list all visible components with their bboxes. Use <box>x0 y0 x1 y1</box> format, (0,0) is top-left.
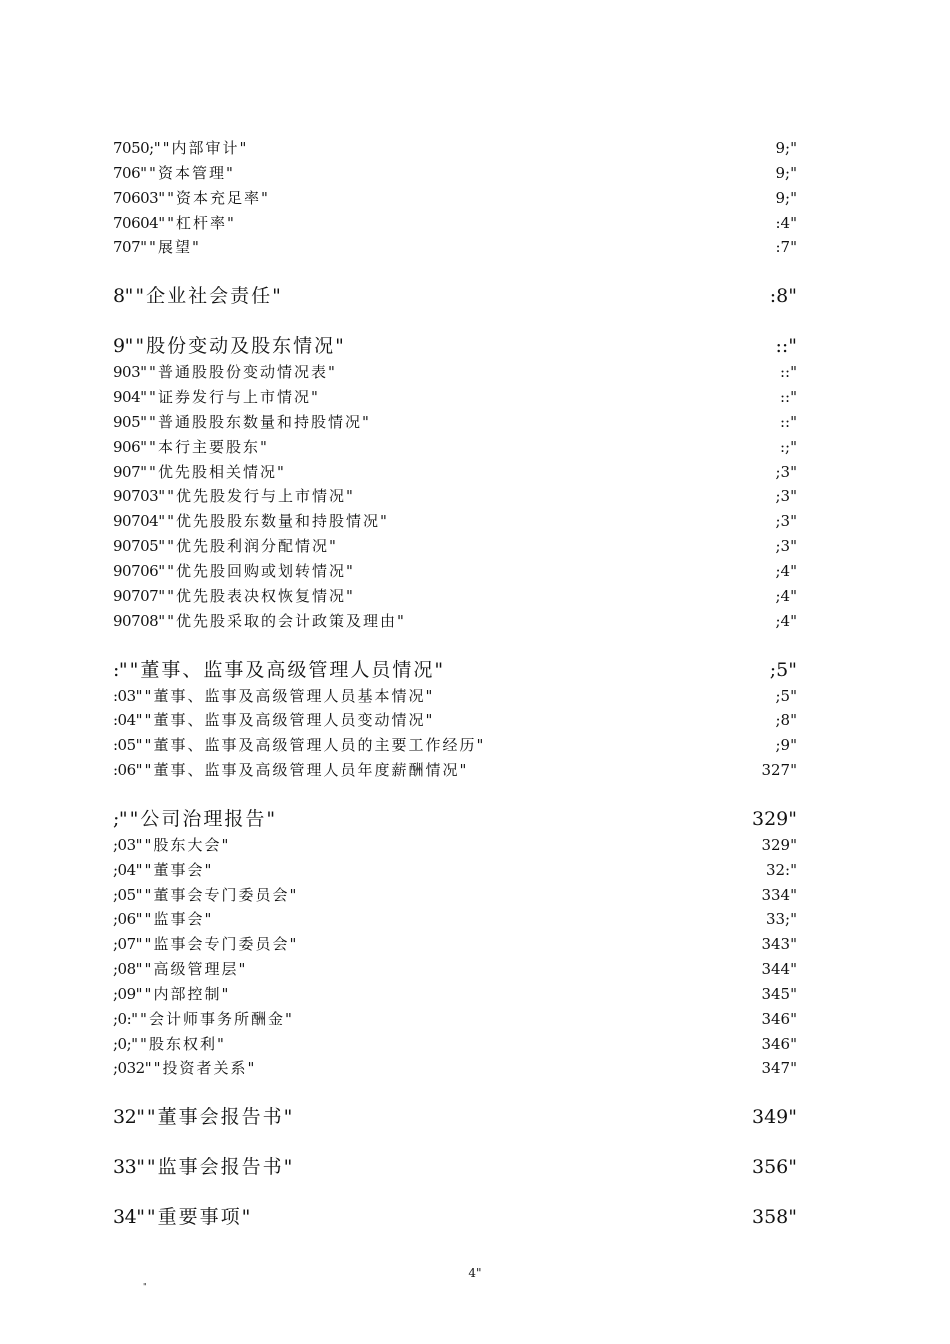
toc-entry[interactable] <box>113 709 797 734</box>
toc-entry-page: 356" <box>751 1156 797 1179</box>
toc-entry-number: 34 <box>113 1206 137 1229</box>
toc-entry-page: ;3" <box>775 487 797 506</box>
toc-entry[interactable] <box>113 1008 797 1033</box>
toc-entry[interactable] <box>113 187 797 212</box>
toc-entry-number: ; <box>113 807 119 830</box>
toc-entry-number: 90705 <box>113 537 159 556</box>
toc-entry-number: ;032 <box>113 1059 145 1078</box>
toc-section[interactable] <box>113 1152 797 1182</box>
toc-entry-number: :04 <box>113 711 136 730</box>
toc-entry-title: ""资本管理" <box>140 163 235 182</box>
toc-entry-title: ""内部审计" <box>153 139 249 157</box>
toc-entry[interactable] <box>113 461 797 486</box>
toc-entry-title: ""优先股发行与上市情况" <box>158 487 355 506</box>
toc-entry-number: 33 <box>113 1156 137 1179</box>
toc-section[interactable] <box>113 655 797 685</box>
toc-entry-label <box>113 436 269 457</box>
toc-entry[interactable] <box>113 162 797 187</box>
toc-entry-title: ""企业社会责任" <box>124 285 283 308</box>
toc-entry-number: ;07 <box>113 935 136 954</box>
toc-section[interactable] <box>113 1102 797 1132</box>
toc-entry[interactable] <box>113 137 797 162</box>
toc-entry-title: ""展望" <box>140 238 201 257</box>
toc-entry-number: 70603 <box>113 188 159 207</box>
toc-section[interactable] <box>113 281 797 311</box>
toc-entry-title: ""董事会专门委员会" <box>135 885 299 904</box>
toc-entry-page: ;9" <box>775 736 797 755</box>
toc-entry[interactable] <box>113 933 797 958</box>
page-number: 4" <box>468 1266 482 1280</box>
table-of-contents <box>113 137 797 1232</box>
toc-entry-page: :4" <box>775 213 797 232</box>
toc-entry-label <box>113 331 346 358</box>
toc-entry-title: ""重要事项" <box>136 1206 253 1229</box>
toc-entry-title: ""董事会" <box>135 860 214 879</box>
toc-entry-label <box>113 610 406 631</box>
toc-entry-label <box>113 1152 294 1179</box>
toc-entry-number: ;03 <box>113 835 136 854</box>
toc-entry-label <box>113 958 247 979</box>
toc-entry-page: ;3" <box>775 512 797 531</box>
toc-entry-label <box>113 535 338 556</box>
toc-entry-title: ""优先股利润分配情况" <box>158 537 338 556</box>
toc-entry-page: 343" <box>761 935 797 954</box>
toc-entry-number: 9 <box>113 335 125 358</box>
toc-entry[interactable] <box>113 1033 797 1058</box>
toc-entry-title: ""董事、监事及高级管理人员变动情况" <box>135 711 435 730</box>
toc-entry-label <box>113 137 248 158</box>
toc-entry-page: 327" <box>761 761 797 780</box>
toc-entry-number: 7050; <box>113 139 154 157</box>
toc-entry-title: ""董事、监事及高级管理人员的主要工作经历" <box>135 736 486 755</box>
toc-entry-number: : <box>113 658 119 681</box>
toc-entry-number: 90707 <box>113 586 159 605</box>
toc-entry[interactable] <box>113 685 797 710</box>
toc-entry-title: ""股份变动及股东情况" <box>124 335 346 358</box>
toc-entry-page: 345" <box>761 984 797 1003</box>
toc-entry[interactable] <box>113 361 797 386</box>
toc-entry-label <box>113 386 320 407</box>
toc-entry-title: ""优先股相关情况" <box>140 462 286 481</box>
toc-entry-number: ;0; <box>113 1034 132 1053</box>
toc-entry-page: ;3" <box>775 462 797 481</box>
toc-entry-label <box>113 361 337 382</box>
toc-entry-label <box>113 933 298 954</box>
toc-entry-label <box>113 759 468 780</box>
toc-entry-number: 706 <box>113 163 141 182</box>
toc-entry-title: ""资本充足率" <box>158 188 270 207</box>
toc-entry-label <box>113 834 230 855</box>
toc-entry[interactable] <box>113 560 797 585</box>
toc-entry-number: ;04 <box>113 860 136 879</box>
toc-entry-title: ""监事会" <box>135 910 214 929</box>
toc-entry-number: 90704 <box>113 512 159 531</box>
toc-entry[interactable] <box>113 834 797 859</box>
toc-entry-page: ;8" <box>775 711 797 730</box>
toc-entry-page: 346" <box>761 1034 797 1053</box>
toc-section[interactable] <box>113 804 797 834</box>
toc-entry-label <box>113 804 277 831</box>
toc-entry[interactable] <box>113 983 797 1008</box>
toc-entry-number: 903 <box>113 363 141 382</box>
toc-entry-number: 32 <box>113 1106 137 1129</box>
toc-section[interactable] <box>113 331 797 361</box>
toc-entry-label <box>113 510 389 531</box>
toc-entry[interactable] <box>113 386 797 411</box>
toc-entry-title: ""会计师事务所酬金" <box>131 1009 294 1028</box>
toc-entry-page: 358" <box>751 1206 797 1229</box>
toc-entry-title: ""董事会报告书" <box>136 1106 295 1129</box>
toc-entry-page: :8" <box>769 285 797 308</box>
toc-entry-page: ;4" <box>775 561 797 580</box>
toc-entry-title: ""优先股采取的会计政策及理由" <box>158 611 406 630</box>
toc-entry[interactable] <box>113 908 797 933</box>
toc-entry-label <box>113 281 283 308</box>
toc-entry-page: 346" <box>761 1009 797 1028</box>
toc-entry-page: ::" <box>779 388 797 407</box>
toc-entry-page: 9;" <box>775 163 797 182</box>
toc-entry-number: 8 <box>113 285 125 308</box>
toc-entry-page: ;5" <box>769 658 797 681</box>
toc-entry-label <box>113 709 434 730</box>
toc-entry-label <box>113 461 286 482</box>
toc-entry-label <box>113 1057 256 1078</box>
toc-entry-number: 90703 <box>113 487 159 506</box>
toc-entry-label <box>113 685 434 706</box>
toc-entry[interactable] <box>113 510 797 535</box>
toc-entry-label <box>113 187 270 208</box>
toc-entry-page: 347" <box>761 1059 797 1078</box>
toc-entry[interactable] <box>113 759 797 784</box>
toc-entry-number: ;0: <box>113 1009 132 1028</box>
toc-entry-page: 349" <box>751 1106 797 1129</box>
toc-entry-page: ::" <box>775 335 797 358</box>
toc-entry-label <box>113 560 355 581</box>
toc-entry-page: ;4" <box>775 586 797 605</box>
toc-entry[interactable] <box>113 411 797 436</box>
toc-entry[interactable] <box>113 958 797 983</box>
toc-entry-number: 907 <box>113 462 141 481</box>
toc-entry[interactable] <box>113 485 797 510</box>
toc-entry-label <box>113 884 298 905</box>
toc-entry-page: 9;" <box>775 188 797 207</box>
toc-entry-label <box>113 734 485 755</box>
toc-entry-title: ""董事、监事及高级管理人员情况" <box>118 658 446 681</box>
toc-entry-label <box>113 411 371 432</box>
toc-entry[interactable] <box>113 734 797 759</box>
toc-entry-number: ;06 <box>113 910 136 929</box>
toc-entry-label <box>113 585 355 606</box>
toc-entry-page: 344" <box>761 960 797 979</box>
toc-entry-page: 32:" <box>765 860 797 879</box>
toc-entry-page: 9;" <box>775 139 797 157</box>
toc-entry-page: ::" <box>779 412 797 431</box>
toc-entry-label <box>113 1033 226 1054</box>
toc-entry-number: ;08 <box>113 960 136 979</box>
toc-section[interactable] <box>113 1202 797 1232</box>
toc-entry-label <box>113 1008 294 1029</box>
toc-entry-title: ""监事会报告书" <box>136 1156 295 1179</box>
toc-entry-title: ""普通股股份变动情况表" <box>140 363 337 382</box>
toc-entry-page: ;4" <box>775 611 797 630</box>
toc-entry-page: 334" <box>761 885 797 904</box>
toc-entry-number: ;09 <box>113 984 136 1003</box>
toc-entry-number: 90706 <box>113 561 159 580</box>
toc-entry[interactable] <box>113 585 797 610</box>
toc-entry-title: ""董事、监事及高级管理人员年度薪酬情况" <box>135 761 469 780</box>
toc-entry-title: ""优先股回购或划转情况" <box>158 561 355 580</box>
toc-entry-title: ""本行主要股东" <box>140 437 269 456</box>
toc-entry-page: 329" <box>751 807 797 830</box>
toc-entry-number: 707 <box>113 238 141 257</box>
toc-entry-label <box>113 212 236 233</box>
toc-entry[interactable] <box>113 535 797 560</box>
toc-entry-title: ""股东权利" <box>131 1034 226 1053</box>
toc-entry-title: ""公司治理报告" <box>118 807 278 830</box>
toc-entry-number: 905 <box>113 412 141 431</box>
toc-entry-label <box>113 983 230 1004</box>
toc-entry-number: 906 <box>113 437 141 456</box>
toc-entry[interactable] <box>113 859 797 884</box>
toc-entry-title: ""普通股股东数量和持股情况" <box>140 412 371 431</box>
toc-entry[interactable] <box>113 212 797 237</box>
toc-entry-label <box>113 1202 252 1229</box>
toc-entry-title: ""股东大会" <box>135 835 231 854</box>
toc-entry-page: ;5" <box>775 686 797 705</box>
toc-entry-label <box>113 485 355 506</box>
toc-entry-title: ""内部控制" <box>135 984 231 1003</box>
toc-entry[interactable] <box>113 236 797 261</box>
toc-entry-number: 904 <box>113 388 141 407</box>
toc-entry-page: :;" <box>779 437 797 456</box>
toc-entry[interactable] <box>113 436 797 461</box>
toc-entry[interactable] <box>113 1057 797 1082</box>
toc-entry-page: :7" <box>775 238 797 257</box>
toc-entry-number: 90708 <box>113 611 159 630</box>
toc-entry-number: ;05 <box>113 885 136 904</box>
toc-entry-title: ""杠杆率" <box>158 213 236 232</box>
toc-entry-page: 33;" <box>765 910 797 929</box>
toc-entry-page: ;3" <box>775 537 797 556</box>
toc-entry-title: ""优先股表决权恢复情况" <box>158 586 355 605</box>
toc-entry-title: ""优先股股东数量和持股情况" <box>158 512 389 531</box>
toc-entry-number: :06 <box>113 761 136 780</box>
toc-entry-label <box>113 236 201 257</box>
toc-entry-page: ::" <box>779 363 797 382</box>
toc-entry-title: ""证券发行与上市情况" <box>140 388 320 407</box>
toc-entry-title: ""监事会专门委员会" <box>135 935 299 954</box>
toc-entry[interactable] <box>113 610 797 635</box>
toc-entry-label <box>113 162 235 183</box>
toc-entry-number: :03 <box>113 686 136 705</box>
toc-entry[interactable] <box>113 884 797 909</box>
toc-entry-label <box>113 859 213 880</box>
toc-entry-page: 329" <box>761 835 797 854</box>
toc-entry-number: 70604 <box>113 213 159 232</box>
toc-entry-title: ""高级管理层" <box>135 960 248 979</box>
toc-entry-label <box>113 908 213 929</box>
toc-entry-title: ""董事、监事及高级管理人员基本情况" <box>135 686 435 705</box>
toc-entry-label <box>113 655 445 682</box>
toc-entry-label <box>113 1102 294 1129</box>
toc-entry-title: ""投资者关系" <box>144 1059 257 1078</box>
footer-mark: " <box>143 1282 147 1291</box>
toc-entry-number: :05 <box>113 736 136 755</box>
